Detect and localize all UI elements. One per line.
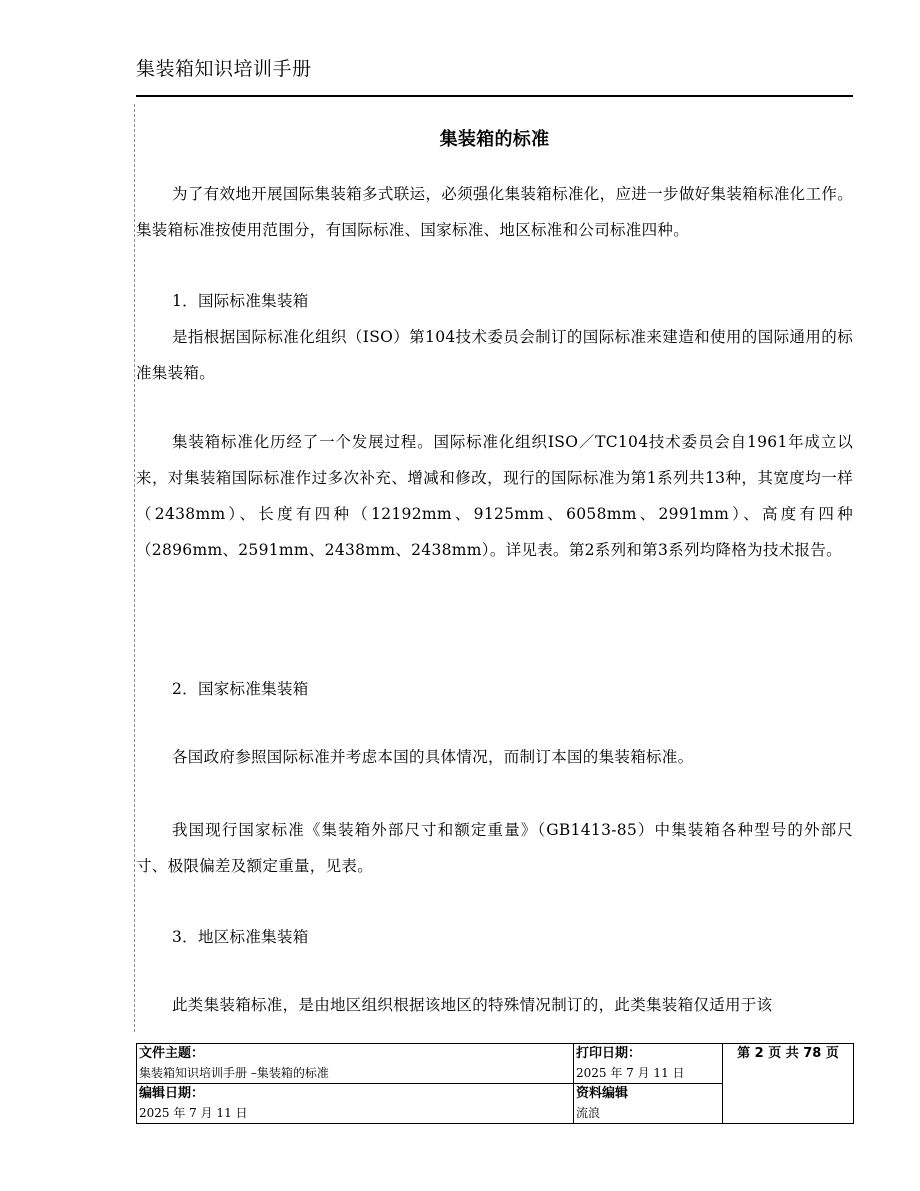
print-date-cell <box>574 1044 723 1084</box>
edit-date-value: 2025 年 7 月 11 日 <box>139 1106 248 1120</box>
print-date-label: 打印日期： <box>576 1046 642 1061</box>
document-body <box>136 0 853 1030</box>
edit-date-label: 编辑日期： <box>139 1086 205 1101</box>
left-margin-guide <box>134 104 135 1032</box>
subject-label: 文件主题： <box>139 1046 205 1061</box>
document-title: 集装箱的标准 <box>439 129 550 150</box>
section-heading-national: 2．国家标准集装箱 <box>172 680 309 698</box>
section-heading-regional: 3．地区标准集装箱 <box>172 928 309 946</box>
national-definition-paragraph: 各国政府参照国际标准并考虑本国的具体情况，而制订本国的集装箱标准。 <box>172 748 694 766</box>
intro-paragraph: 为了有效地开展国际集装箱多式联运，必须强化集装箱标准化，应进一步做好集装箱标准化工作。集装箱标准按使用范围分，有国际标准、国家标准、地区标准和公司标准四种。 <box>136 185 853 239</box>
international-definition-paragraph: 是指根据国际标准化组织（ISO）第104技术委员会制订的国际标准来建造和使用的国际通用的标准集装箱。 <box>136 328 853 382</box>
subject-cell <box>137 1044 574 1084</box>
editor-label: 资料编辑 <box>576 1086 629 1101</box>
print-date-value: 2025 年 7 月 11 日 <box>576 1066 685 1080</box>
subject-value: 集装箱知识培训手册 –集装箱的标准 <box>139 1066 329 1080</box>
footer-info-table <box>136 1043 854 1124</box>
page-info-cell <box>723 1044 854 1124</box>
edit-date-cell <box>137 1084 574 1124</box>
editor-value: 流浪 <box>576 1106 601 1120</box>
page-number: 第 2 页 共 78 页 <box>737 1046 839 1061</box>
regional-definition-paragraph: 此类集装箱标准，是由地区组织根据该地区的特殊情况制订的，此类集装箱仅适用于该 <box>172 996 773 1014</box>
section-heading-international: 1．国际标准集装箱 <box>172 292 309 310</box>
international-history-paragraph: 集装箱标准化历经了一个发展过程。国际标准化组织ISO／TC104技术委员会自1961年成立以来，对集装箱国际标准作过多次补充、增减和修改，现行的国际标准为第1系列共13种，其宽度均一样（2438mm）、长度有四种（12192mm、9125mm、6058mm、2991mm）、高度有四种（2896mm、2591mm、2438mm、2438mm）。详见表。第2系列和第3系列均降格为技术报告。 <box>136 433 853 559</box>
national-standard-paragraph: 我国现行国家标准《集装箱外部尺寸和额定重量》（GB1413-85）中集装箱各种型号的外部尺寸、极限偏差及额定重量，见表。 <box>136 821 853 875</box>
editor-cell <box>574 1084 723 1124</box>
header-title: 集装箱知识培训手册 <box>136 58 312 80</box>
